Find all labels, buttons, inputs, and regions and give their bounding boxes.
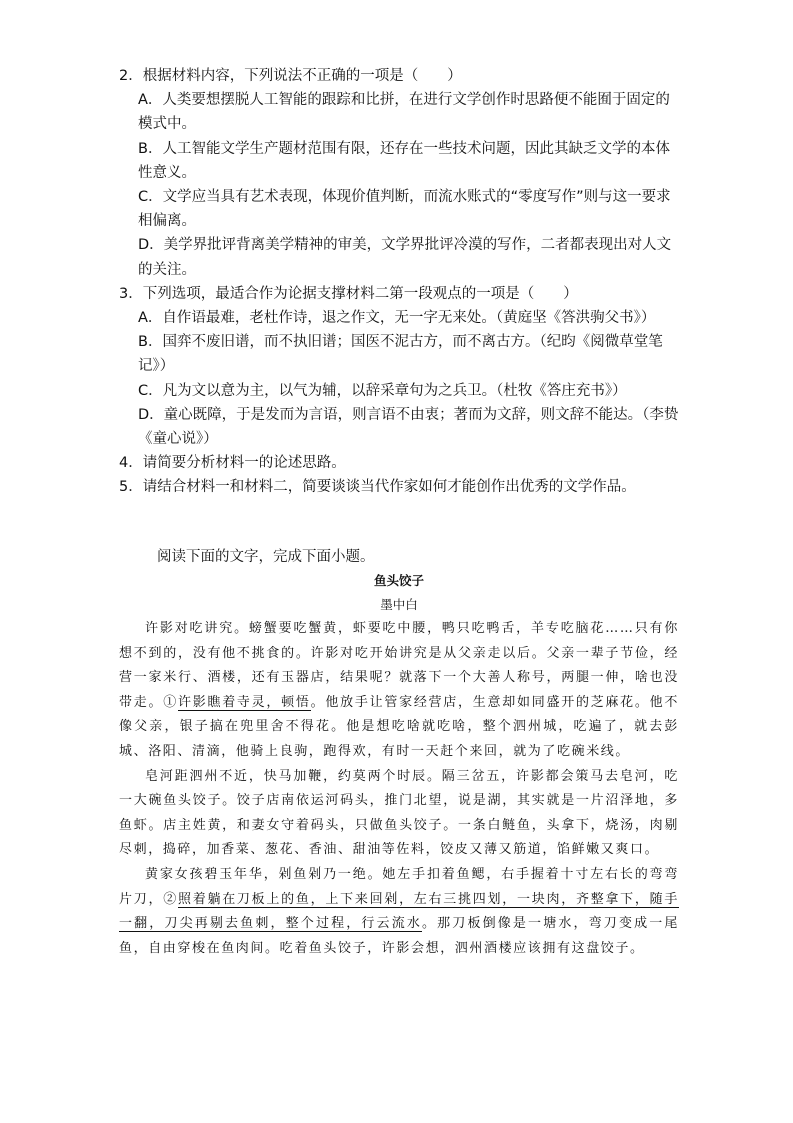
question-3-option-b: B．国弈不废旧谱，而不执旧谱；国医不泥古方，而不离古方。（纪昀《阅微草堂笔记》） [138,334,663,375]
question-2-option-d: D．美学界批评背离美学精神的审美，文学界批评冷漠的写作，二者都表现出对人文的关注。 [138,237,672,278]
question-3-option-d: D．童心既障，于是发而为言语，则言语不由衷；著而为文辞，则文辞不能达。（李贽《童心说》） [138,406,679,448]
story-paragraph-2: 皂河距泗州不近，快马加鞭，约莫两个时辰。隔三岔五，许影都会策马去皂河，吃一大碗鱼头饺子。饺子店南依运河码头，推门北望，说是湖，其实就是一片沼泽地，多鱼虾。店主姓黄，和妻女守着码头，只做鱼头饺子。一条白鲢鱼，头拿下，烧汤，肉剔尽刺，捣碎，加香菜、葱花、香油、甜油等佐料，饺皮又薄又筋道，馅鲜嫩又爽口。 [119,768,679,858]
question-3-options [119,306,679,451]
question-5-stem: 5．请结合材料一和材料二，简要谈谈当代作家如何才能创作出优秀的文学作品。 [119,479,636,496]
question-2-option-b: B．人工智能文学生产题材范围有限，还存在一些技术问题，因此其缺乏文学的本体性意义。 [138,140,670,181]
paragraph-3-text-before: 黄家女孩碧玉年华，剁鱼剁乃一绝。她左手扣着鱼鳃，右手握着十寸左右长的弯弯片刀，② [119,866,679,907]
paragraph-1-text-before: 许影对吃讲究。螃蟹要吃蟹黄，虾要吃中腰，鸭只吃鸭舌，羊专吃脑花……只有你想不到的，没有他不挑食的。许影对吃开始讲究是从父亲走以后。父亲一辈子节俭，经营一家米行、酒楼，还有玉器店，结果呢？就落下一个大善人称号，两腿一伸，啥也没带走。① [119,621,679,710]
question-2-options [119,88,679,282]
reading-instruction: 阅读下面的文字，完成下面小题。 [157,549,375,565]
paragraph-3-text-after: 。那刀板倒像是一塘水，弯刀变成一尾鱼，自由穿梭在鱼肉间。吃着鱼头饺子，许影会想，泗州酒楼应该拥有这盘饺子。 [119,916,679,956]
underlined-sentence-1: 许影瞧着寺灵，顿悟 [177,694,311,710]
reading-section [119,545,679,961]
story-author: 墨中白 [380,597,418,612]
question-2-stem: 2．根据材料内容，下列说法不正确的一项是（ ） [119,68,462,84]
question-2-option-a: A．人类要想摆脱人工智能的跟踪和比拼，在进行文学创作时思路便不能囿于固定的模式中。 [138,92,670,133]
story-paragraph-1 [119,617,679,765]
question-section [119,64,679,500]
question-3-option-a: A．自作语最难，老杜作诗，退之作文，无一字无来处。（黄庭坚《答洪驹父书》） [138,310,656,327]
story-paragraph-3 [119,863,679,961]
question-3-stem: 3．下列选项，最适合作为论据支撑材料二第一段观点的一项是（ ） [119,285,578,302]
paragraph-1-text-after: 。他放手让管家经营店，生意却如同盛开的芝麻花。他不像父亲，银子搞在兜里舍不得花。他是想吃啥就吃啥，整个泗州城，吃遍了，就去彭城、洛阳、清滴，他骑上良驹，跑得欢，有时一天赶个来回，就为了吃碗米线。 [119,694,679,759]
underlined-sentence-2: 照着躺在刀板上的鱼，上下来回剁，左右三挑四划，一块肉，齐整拿下，随手一翻，刀尖再剔去鱼刺，整个过程，行云流水 [119,891,679,932]
question-3-option-c: C．凡为文以意为主，以气为辅，以辞采章句为之兵卫。（杜牧《答庄充书》） [138,382,627,399]
story-title: 鱼头饺子 [373,573,424,588]
question-4-stem: 4．请简要分析材料一的论述思路。 [119,455,346,472]
question-2-option-c: C．文学应当具有艺术表现，体现价值判断，而流水账式的“零度写作”则与这一要求相偏离。 [138,189,671,230]
